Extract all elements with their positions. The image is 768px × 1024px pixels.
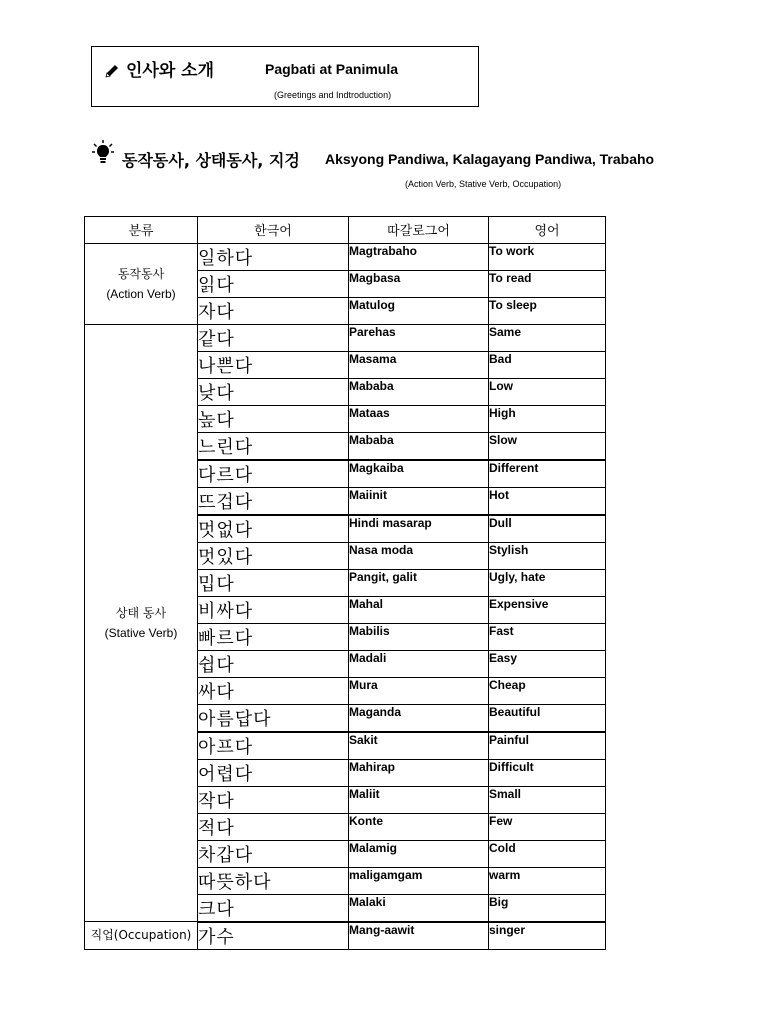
english-word: Fast xyxy=(489,623,606,650)
korean-word: 적다 xyxy=(198,813,349,840)
tagalog-word: Mababa xyxy=(349,432,489,460)
title-korean: 인사와 소개 xyxy=(126,61,215,81)
english-word: Small xyxy=(489,786,606,813)
english-word: High xyxy=(489,405,606,432)
english-word: Low xyxy=(489,378,606,405)
title-tagalog: Pagbati at Panimula xyxy=(265,61,399,77)
tagalog-word: Mahal xyxy=(349,596,489,623)
korean-word: 밉다 xyxy=(198,569,349,596)
tagalog-word: Magkaiba xyxy=(349,460,489,488)
korean-word: 작다 xyxy=(198,786,349,813)
korean-word: 다르다 xyxy=(198,460,349,488)
tagalog-word: Hindi masarap xyxy=(349,515,489,543)
header-tagalog: 따갈로그어 xyxy=(349,217,489,244)
korean-word: 뜨겁다 xyxy=(198,487,349,515)
tagalog-word: Malamig xyxy=(349,840,489,867)
category-cell-stative xyxy=(85,324,198,922)
english-word: Bad xyxy=(489,351,606,378)
korean-word: 느린다 xyxy=(198,432,349,460)
table-row xyxy=(85,324,606,351)
korean-word: 멋없다 xyxy=(198,515,349,543)
english-word: Painful xyxy=(489,732,606,760)
tagalog-word: Maliit xyxy=(349,786,489,813)
english-word: Same xyxy=(489,324,606,351)
korean-word: 차갑다 xyxy=(198,840,349,867)
korean-word: 크다 xyxy=(198,894,349,922)
table-row xyxy=(85,922,606,950)
lightbulb-icon xyxy=(92,140,114,166)
korean-word: 높다 xyxy=(198,405,349,432)
category-english: (Stative Verb) xyxy=(104,625,178,640)
vocabulary-table xyxy=(84,216,606,950)
category-cell-action xyxy=(85,243,198,324)
korean-word: 가수 xyxy=(198,922,349,950)
table-row xyxy=(85,243,606,270)
korean-word: 쉽다 xyxy=(198,650,349,677)
english-word: To work xyxy=(489,243,606,270)
tagalog-word: Mahirap xyxy=(349,759,489,786)
english-word: Ugly, hate xyxy=(489,569,606,596)
title-korean-wrap xyxy=(104,56,214,81)
tagalog-word: Sakit xyxy=(349,732,489,760)
tagalog-word: Magbasa xyxy=(349,270,489,297)
section-korean: 동작동사, 상태동사, 지겅 xyxy=(122,151,300,170)
tagalog-word: Magtrabaho xyxy=(349,243,489,270)
english-word: Stylish xyxy=(489,542,606,569)
korean-word: 읽다 xyxy=(198,270,349,297)
section-english: (Action Verb, Stative Verb, Occupation) xyxy=(405,179,562,189)
tagalog-word: Parehas xyxy=(349,324,489,351)
english-word: Few xyxy=(489,813,606,840)
tagalog-word: Maganda xyxy=(349,704,489,732)
header-english: 영어 xyxy=(489,217,606,244)
tagalog-word: Maiinit xyxy=(349,487,489,515)
korean-word: 아름답다 xyxy=(198,704,349,732)
english-word: Dull xyxy=(489,515,606,543)
category-english: (Action Verb) xyxy=(106,286,176,301)
title-english: (Greetings and Indtroduction) xyxy=(274,90,392,100)
title-box xyxy=(91,46,479,107)
english-word: Different xyxy=(489,460,606,488)
header-korean: 한극어 xyxy=(198,217,349,244)
korean-word: 자다 xyxy=(198,297,349,324)
korean-word: 같다 xyxy=(198,324,349,351)
tagalog-word: Mababa xyxy=(349,378,489,405)
english-word: Slow xyxy=(489,432,606,460)
korean-word: 일하다 xyxy=(198,243,349,270)
tagalog-word: maligamgam xyxy=(349,867,489,894)
tagalog-word: Pangit, galit xyxy=(349,569,489,596)
english-word: Beautiful xyxy=(489,704,606,732)
tagalog-word: Nasa moda xyxy=(349,542,489,569)
korean-word: 어렵다 xyxy=(198,759,349,786)
english-word: Difficult xyxy=(489,759,606,786)
korean-word: 아프다 xyxy=(198,732,349,760)
english-word: warm xyxy=(489,867,606,894)
english-word: To read xyxy=(489,270,606,297)
tagalog-word: Malaki xyxy=(349,894,489,922)
korean-word: 빠르다 xyxy=(198,623,349,650)
section-tagalog: Aksyong Pandiwa, Kalagayang Pandiwa, Trabaho xyxy=(325,151,655,167)
english-word: Easy xyxy=(489,650,606,677)
korean-word: 싸다 xyxy=(198,677,349,704)
table-body xyxy=(85,243,606,949)
english-word: singer xyxy=(489,922,606,950)
tagalog-word: Mura xyxy=(349,677,489,704)
pencil-icon xyxy=(104,63,120,79)
english-word: Expensive xyxy=(489,596,606,623)
category-cell-occupation xyxy=(85,922,198,950)
header-category: 분류 xyxy=(85,217,198,244)
tagalog-word: Mabilis xyxy=(349,623,489,650)
tagalog-word: Masama xyxy=(349,351,489,378)
category-label: 직업(Occupation) xyxy=(90,928,192,943)
tagalog-word: Mang-aawit xyxy=(349,922,489,950)
korean-word: 낮다 xyxy=(198,378,349,405)
english-word: Big xyxy=(489,894,606,922)
tagalog-word: Madali xyxy=(349,650,489,677)
english-word: Cold xyxy=(489,840,606,867)
korean-word: 나쁜다 xyxy=(198,351,349,378)
korean-word: 비싸다 xyxy=(198,596,349,623)
english-word: To sleep xyxy=(489,297,606,324)
tagalog-word: Mataas xyxy=(349,405,489,432)
table-header-row xyxy=(85,217,606,244)
category-korean: 동작동사 xyxy=(117,266,165,281)
tagalog-word: Konte xyxy=(349,813,489,840)
korean-word: 멋있다 xyxy=(198,542,349,569)
english-word: Hot xyxy=(489,487,606,515)
category-korean: 상태 동사 xyxy=(115,605,167,620)
english-word: Cheap xyxy=(489,677,606,704)
tagalog-word: Matulog xyxy=(349,297,489,324)
korean-word: 따뜻하다 xyxy=(198,867,349,894)
